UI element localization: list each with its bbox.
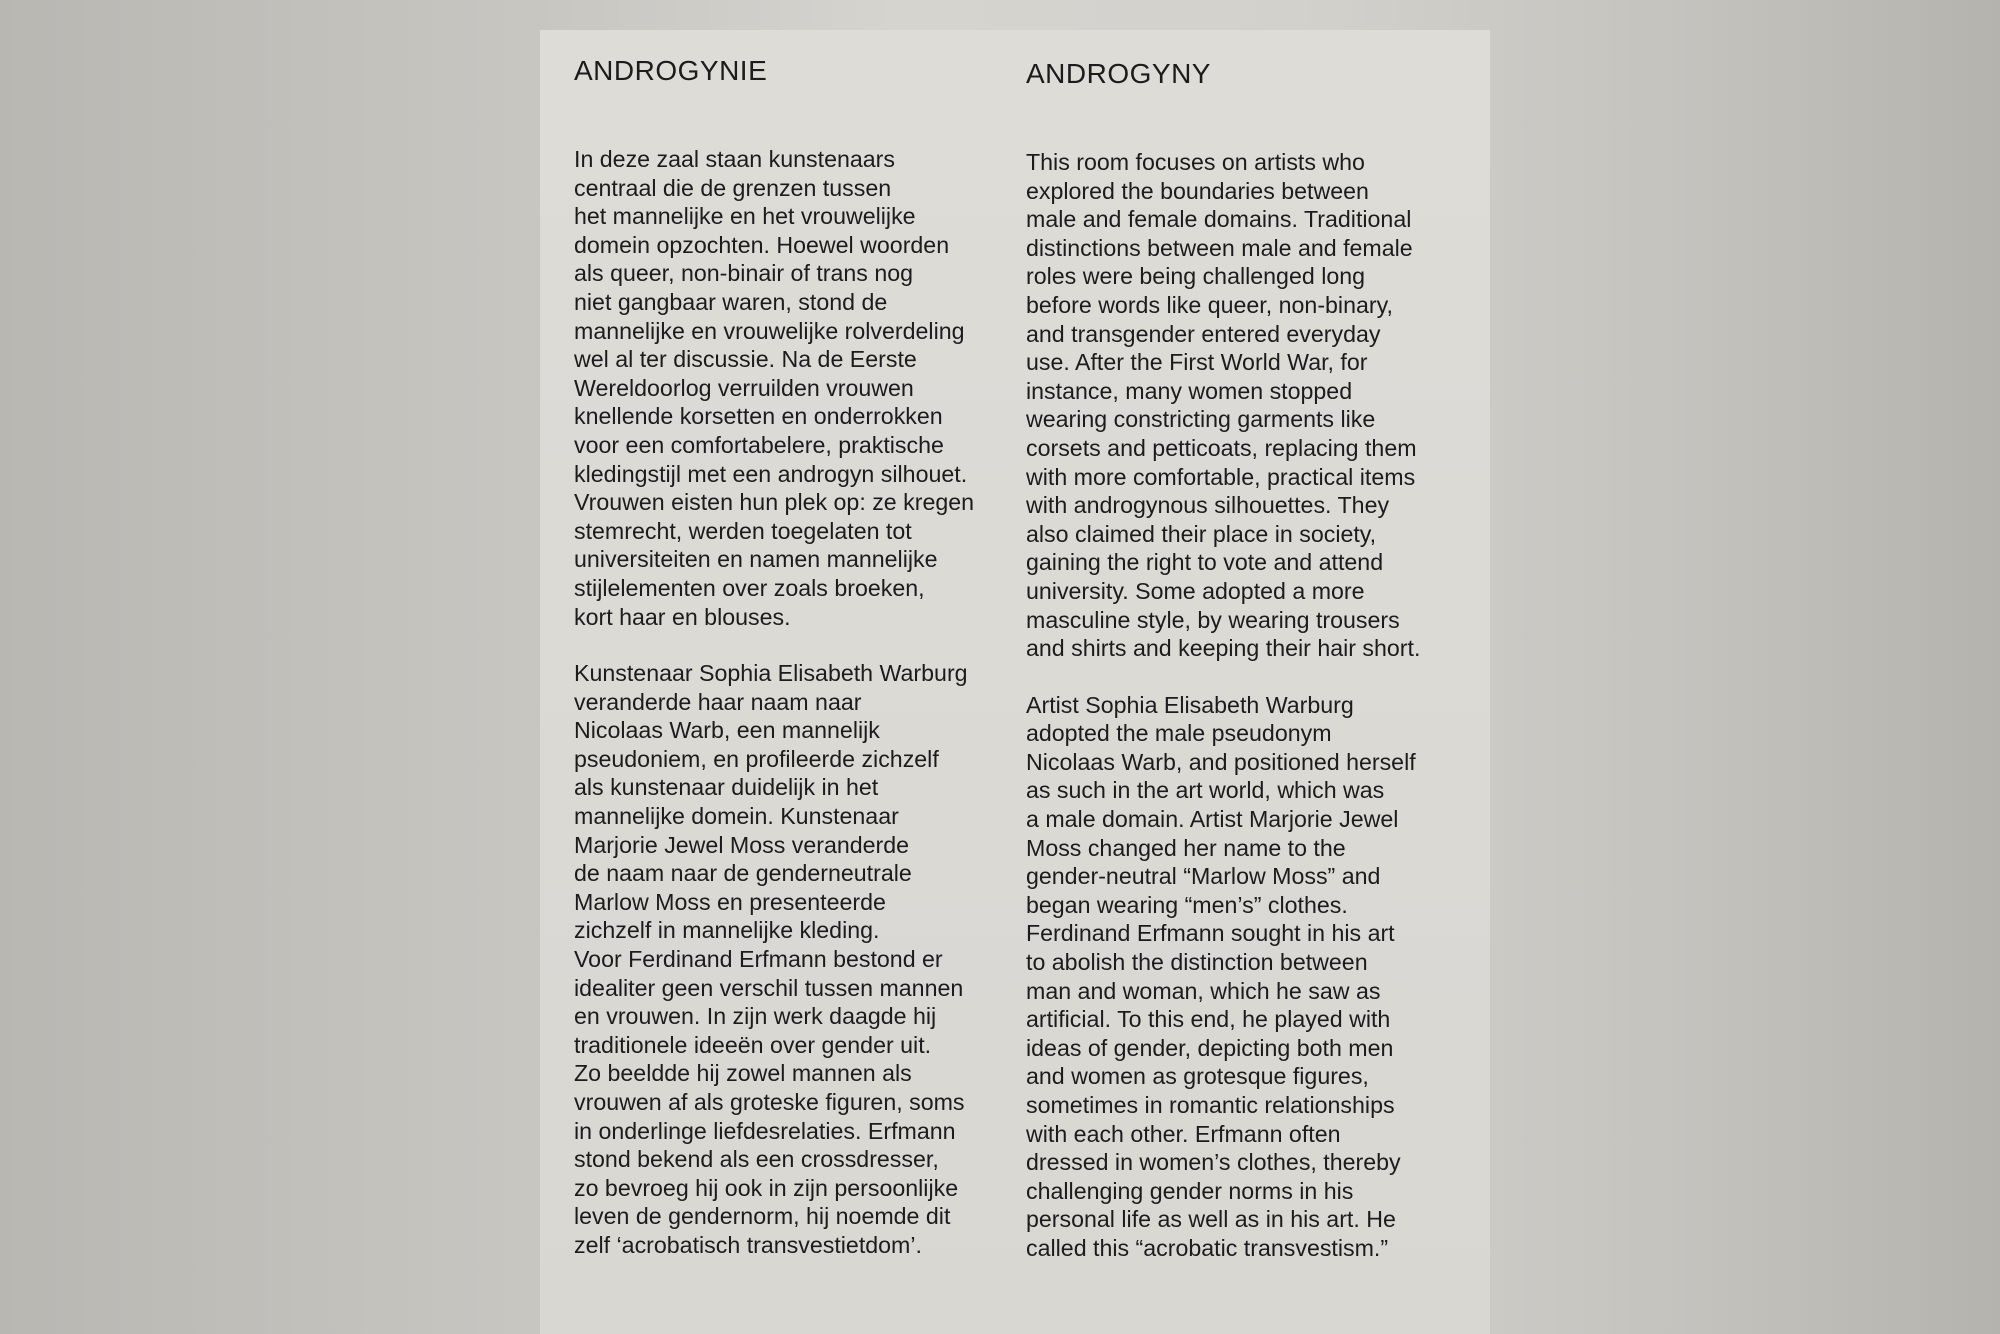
dutch-paragraph-2: Kunstenaar Sophia Elisabeth Warburg veranderde haar naam naar Nicolaas Warb, een mannelijk pseudoniem, en profileerde zichzelf als kunstenaar duidelijk in het mannelijke domein. Kunstenaar Marjorie Jewel Moss veranderde de naam naar de genderneutrale Marlow Moss en presenteerde zichzelf in mannelijke kleding. Voor Ferdinand Erfmann bestond er idealiter geen verschil tussen mannen en vrouwen. In zijn werk daagde hij traditionele ideeën over gender uit. Zo beeldde hij zowel mannen als vrouwen af als groteske figuren, soms in onderlinge liefdesrelaties. Erfmann stond bekend als een crossdresser, zo bevroeg hij ook in zijn persoonlijke leven de gendernorm, hij noemde dit zelf ‘acrobatisch transvestietdom’. [574, 660, 968, 1258]
english-paragraph-1: This room focuses on artists who explored the boundaries between male and female domains. Traditional distinctions between male and female roles were being challenged long before words like queer, non-binary, and transgender entered everyday use. After the First World War, for instance, many women stopped wearing constricting garments like corsets and petticoats, replacing them with more comfortable, practical items with androgynous silhouettes. They also claimed their place in society, gaining the right to vote and attend university. Some adopted a more masculine style, by wearing trousers and shirts and keeping their hair short. [1026, 149, 1421, 662]
dutch-heading: ANDROGYNIE [574, 55, 768, 86]
english-paragraph-2: Artist Sophia Elisabeth Warburg adopted the male pseudonym Nicolaas Warb, and positioned herself as such in the art world, which was a male domain. Artist Marjorie Jewel Moss changed her name to the gender-neutral “Marlow Moss” and began wearing “men’s” clothes. Ferdinand Erfmann sought in his art to abolish the distinction between man and woman, which he saw as artificial. To this end, he played with ideas of gender, depicting both men and women as grotesque figures, sometimes in romantic relationships with each other. Erfmann often dressed in women’s clothes, thereby challenging gender norms in his personal life as well as in his art. He called this “acrobatic transvestism.” [1026, 691, 1416, 1261]
dutch-column [574, 55, 1004, 1288]
dutch-paragraph-1: In deze zaal staan kunstenaars centraal die de grenzen tussen het mannelijke en het vrouwelijke domein opzochten. Hoewel woorden als queer, non-binair of trans nog niet gangbaar waren, stond de mannelijke en vrouwelijke rolverdeling wel al ter discussie. Na de Eerste Wereldoorlog verruilden vrouwen knellende korsetten en onderrokken voor een comfortabelere, praktische kledingstijl met een androgyn silhouet. Vrouwen eisten hun plek op: ze kregen stemrecht, werden toegelaten tot universiteiten en namen mannelijke stijlelementen over zoals broeken, kort haar en blouses. [574, 146, 975, 630]
english-heading: ANDROGYNY [1026, 58, 1211, 89]
english-column [1026, 58, 1456, 1291]
